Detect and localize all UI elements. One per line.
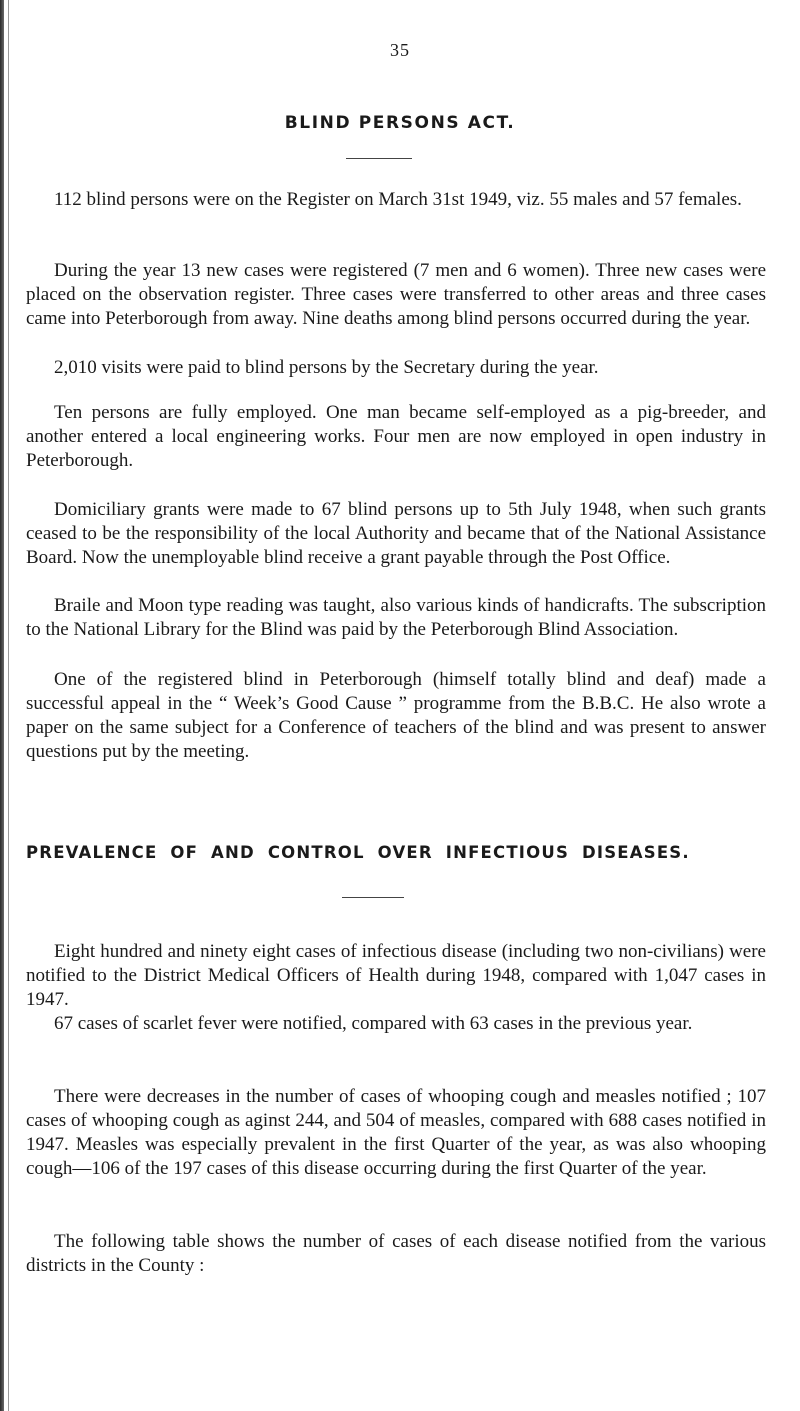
page-number: 35 <box>390 40 410 60</box>
paragraph-register-count: 112 blind persons were on the Register on March 31st 1949, viz. 55 males and 57 females. <box>54 189 742 210</box>
paragraph-domiciliary-grants: Domiciliary grants were made to 67 blind persons up to 5th July 1948, when such grants ceased to be the responsibility of the local Authority and became that of the National Assistance Board. Now the unemployable blind receive a grant payable through the Post Office. <box>26 499 766 568</box>
paragraph-table-intro: The following table shows the number of cases of each disease notified from the various districts in the County : <box>26 1231 766 1276</box>
blind-persons-act-heading: BLIND PERSONS ACT. <box>284 113 516 133</box>
paragraph-employment: Ten persons are fully employed. One man became self-employed as a pig-breeder, and another entered a local engineering works. Four men are now employed in open industry in Peterborough. <box>26 402 766 471</box>
page-binding-edge <box>0 0 4 1411</box>
paragraph-bbc-appeal: One of the registered blind in Peterborough (himself totally blind and deaf) made a successful appeal in the “ Week’s Good Cause ” programme from the B.B.C. He also wrote a paper on the same subject for a Conference of teachers of the blind and was present to answer questions put by the meeting. <box>26 669 766 762</box>
page-binding-line <box>8 0 9 1411</box>
paragraph-total-cases: Eight hundred and ninety eight cases of infectious disease (including two non-civilians) were notified to the District Medical Officers of Health during 1948, compared with 1,047 cases in 1947. <box>26 941 766 1010</box>
infectious-diseases-heading: PREVALENCE OF AND CONTROL OVER INFECTIOUS DISEASES. <box>26 843 690 862</box>
paragraph-braile-moon: Braile and Moon type reading was taught, also various kinds of handicrafts. The subscription to the National Library for the Blind was paid by the Peterborough Blind Association. <box>26 595 766 640</box>
section-divider <box>346 158 412 159</box>
section-divider <box>342 897 404 898</box>
paragraph-whooping-cough-measles: There were decreases in the number of cases of whooping cough and measles notified ; 107 cases of whooping cough as aginst 244, and 504 of measles, compared with 688 cases notified in 1947. Measles was especially prevalent in the first Quarter of the year, as was also whooping cough—106 of the 197 cases of this disease occurring during the first Quarter of the year. <box>26 1086 766 1179</box>
paragraph-scarlet-fever: 67 cases of scarlet fever were notified, compared with 63 cases in the previous year. <box>54 1013 693 1034</box>
paragraph-new-cases: During the year 13 new cases were registered (7 men and 6 women). Three new cases were placed on the observation register. Three cases were transferred to other areas and three cases came into Peterborough from away. Nine deaths among blind persons occurred during the year. <box>26 260 766 329</box>
paragraph-visits: 2,010 visits were paid to blind persons by the Secretary during the year. <box>54 357 599 378</box>
